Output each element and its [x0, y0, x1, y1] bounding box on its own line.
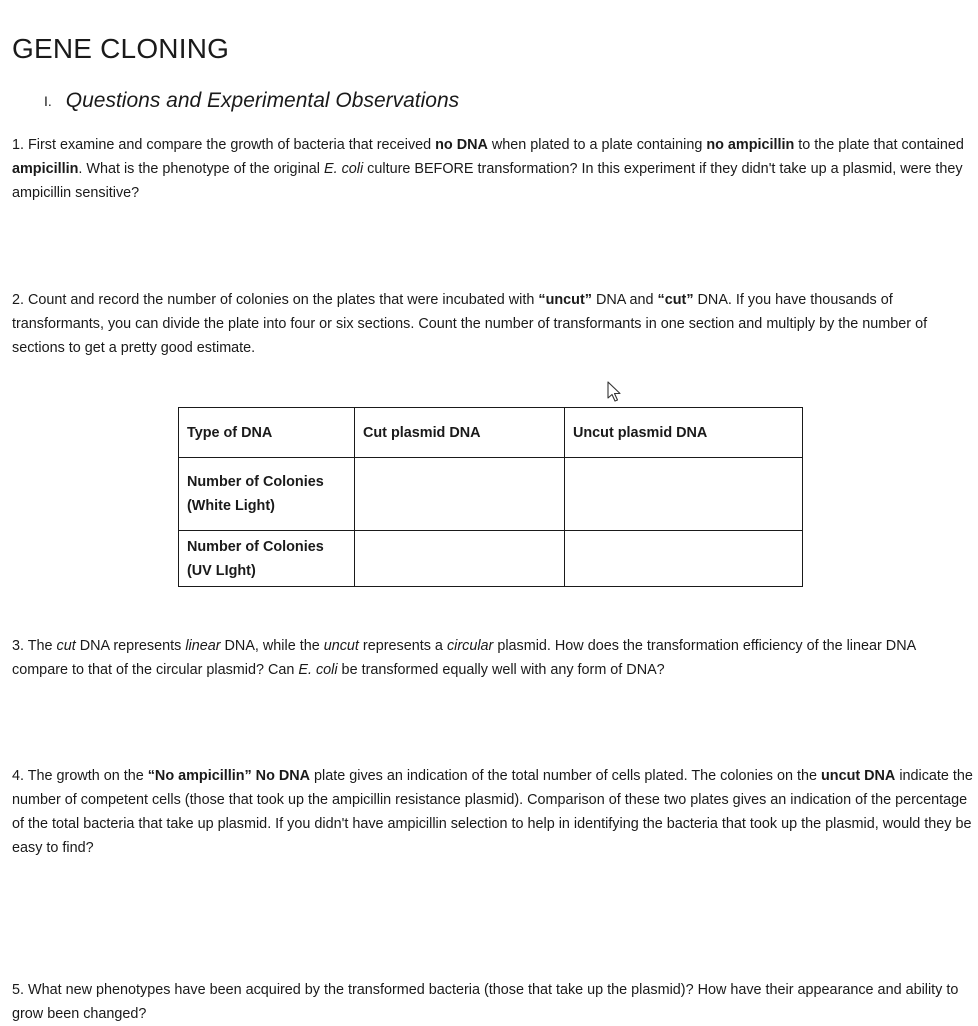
italic-text: E. coli — [323, 161, 364, 177]
italic-text: uncut — [323, 638, 359, 654]
text-run: 1. First examine and compare the growth of bacteria that received — [12, 137, 436, 153]
text-run: 2. Count and record the number of colonies on the plates that were incubated with — [12, 292, 539, 308]
text-run: . What is the phenotype of the original — [78, 161, 324, 177]
row-label-line: (UV LIght) — [187, 562, 256, 579]
italic-text: E. coli — [298, 662, 338, 678]
bold-text: “cut” — [657, 292, 694, 308]
row-label-line: Number of Colonies — [187, 538, 324, 555]
mouse-pointer-icon — [607, 381, 623, 403]
text-run: be transformed equally well with any form of DNA? — [337, 662, 665, 678]
text-run: 3. The — [12, 638, 57, 654]
cell-uncut-white[interactable] — [565, 458, 803, 531]
question-4 — [12, 764, 974, 860]
text-run: DNA and — [591, 292, 658, 308]
cell-cut-uv[interactable] — [355, 531, 565, 587]
row-label — [179, 458, 355, 531]
bold-text: “uncut” — [538, 292, 592, 308]
row-label — [179, 531, 355, 587]
text-run: 5. What new phenotypes have been acquired by the transformed bacteria (those that take up the plasmid)? How have their appearance and ability to grow been changed? — [12, 982, 959, 1022]
text-run: 4. The growth on the — [12, 768, 148, 784]
row-label-line: Number of Colonies — [187, 474, 324, 490]
header-type-of-dna: Type of DNA — [179, 408, 355, 458]
bold-text: uncut DNA — [820, 768, 896, 784]
table-header-row — [179, 408, 803, 458]
colony-count-table — [178, 407, 803, 587]
question-3 — [12, 634, 974, 682]
question-5 — [12, 978, 974, 1026]
cell-uncut-uv[interactable] — [565, 531, 803, 587]
text-run: indicate the number of competent cells (those that took up the ampicillin resistance plasmid). Comparison of these two plates gives an indication of the percentage of the total bacteria that take up plasmid. If you didn't have ampicillin selection to help in identifying the bacteria that took up the plasmid, would they be easy to find? — [12, 768, 973, 856]
italic-text: cut — [56, 638, 76, 654]
text-run: plasmid. How does the transformation efficiency of the linear DNA compare to that of the circular plasmid? Can — [12, 638, 916, 678]
bold-text: no ampicillin — [706, 137, 795, 153]
text-run: DNA. If you have thousands of transformants, you can divide the plate into four or six sections. Count the number of transformants in one section and multiply by the number of sections to get a pretty good estimate. — [12, 292, 928, 356]
italic-text: circular — [446, 638, 494, 654]
text-run: DNA represents — [75, 638, 186, 654]
table-row-uv-light — [179, 531, 803, 587]
table-row-white-light — [179, 458, 803, 531]
bold-text: ampicillin — [12, 161, 79, 177]
section-title: Questions and Experimental Observations — [65, 89, 460, 112]
page-title: GENE CLONING — [12, 33, 230, 64]
row-label-line: (White Light) — [187, 498, 275, 514]
text-run: to the plate that contained — [794, 137, 964, 153]
italic-text: linear — [185, 638, 221, 654]
bold-text: “No ampicillin” No DNA — [147, 768, 311, 784]
section-number: I. — [44, 93, 52, 109]
header-cut-plasmid: Cut plasmid DNA — [355, 408, 565, 458]
text-run: plate gives an indication of the total number of cells plated. The colonies on the — [310, 768, 821, 784]
question-2 — [12, 288, 974, 360]
text-run: DNA, while the — [220, 638, 324, 654]
text-run: represents a — [358, 638, 447, 654]
section-heading — [44, 89, 459, 113]
text-run: when plated to a plate containing — [487, 137, 707, 153]
question-1 — [12, 133, 974, 205]
cell-cut-white[interactable] — [355, 458, 565, 531]
header-uncut-plasmid: Uncut plasmid DNA — [565, 408, 803, 458]
text-run: culture BEFORE transformation? In this experiment if they didn't take up a plasmid, were they ampicillin sensitive? — [12, 161, 963, 201]
bold-text: no DNA — [435, 137, 488, 153]
